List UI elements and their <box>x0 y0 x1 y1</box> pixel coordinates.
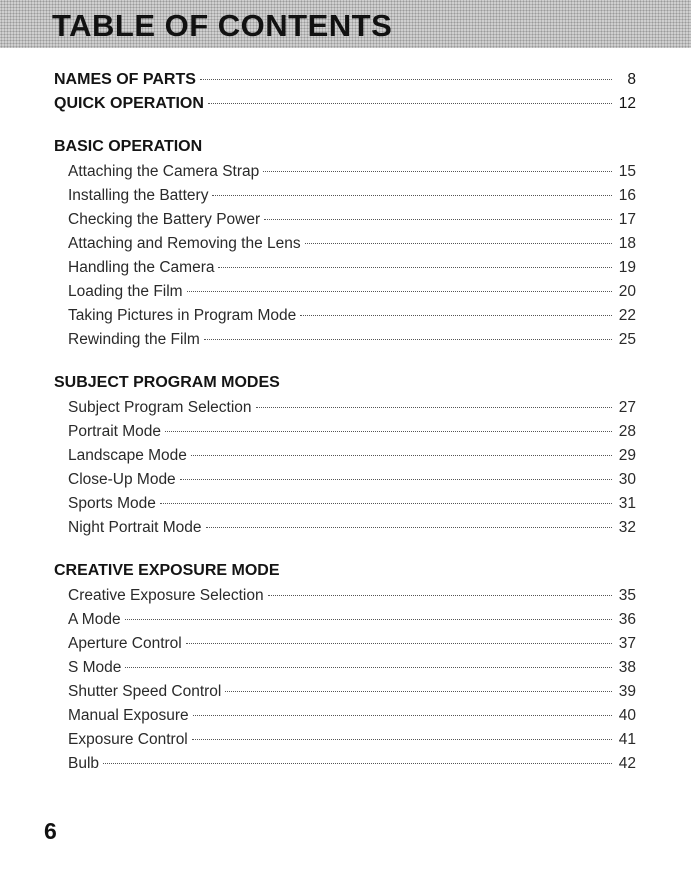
toc-entry-label: NAMES OF PARTS <box>54 71 196 88</box>
dot-leader <box>204 339 612 340</box>
dot-leader <box>200 79 612 80</box>
section-heading[interactable]: SUBJECT PROGRAM MODES <box>54 374 280 391</box>
toc-entry-page: 27 <box>618 399 636 416</box>
section-creative-exposure-mode <box>54 558 636 776</box>
toc-entry-label: Handling the Camera <box>68 259 215 276</box>
toc-entry-page: 42 <box>618 755 636 772</box>
page-title: TABLE OF CONTENTS <box>52 8 393 43</box>
toc-entry[interactable] <box>54 704 636 728</box>
toc-entry[interactable] <box>54 160 636 184</box>
toc-entry-label: Loading the Film <box>68 283 183 300</box>
dot-leader <box>103 763 612 764</box>
toc-entry-label: Aperture Control <box>68 635 182 652</box>
toc-entry-quick-operation[interactable] <box>54 92 636 116</box>
toc-entry[interactable] <box>54 516 636 540</box>
toc-entry-label: Bulb <box>68 755 100 772</box>
toc-entry-label: Portrait Mode <box>68 423 162 440</box>
toc-entry-page: 17 <box>618 211 636 228</box>
toc-entry-page: 19 <box>618 259 636 276</box>
table-of-contents <box>54 68 636 776</box>
toc-entry[interactable] <box>54 232 636 256</box>
toc-entry-label: Attaching the Camera Strap <box>68 163 260 180</box>
toc-entry-label: Rewinding the Film <box>68 331 200 348</box>
toc-entry[interactable] <box>54 184 636 208</box>
toc-entry[interactable] <box>54 680 636 704</box>
toc-entry[interactable] <box>54 752 636 776</box>
dot-leader <box>186 643 612 644</box>
toc-entry-label: Night Portrait Mode <box>68 519 202 536</box>
toc-entry[interactable] <box>54 328 636 352</box>
toc-entry-label: Subject Program Selection <box>68 399 252 416</box>
toc-entry-page: 8 <box>627 71 636 88</box>
toc-entry-page: 32 <box>618 519 636 536</box>
toc-entry-label: S Mode <box>68 659 122 676</box>
toc-entry[interactable] <box>54 468 636 492</box>
toc-entry-page: 16 <box>618 187 636 204</box>
dot-leader <box>125 619 612 620</box>
toc-entry-page: 38 <box>618 659 636 676</box>
toc-entry-label: Sports Mode <box>68 495 156 512</box>
toc-entry-page: 30 <box>618 471 636 488</box>
toc-entry[interactable] <box>54 656 636 680</box>
section-subject-program-modes <box>54 370 636 540</box>
toc-entry-page: 36 <box>618 611 636 628</box>
toc-entry-page: 35 <box>618 587 636 604</box>
section-basic-operation <box>54 134 636 352</box>
toc-entry-page: 39 <box>618 683 636 700</box>
dot-leader <box>218 267 612 268</box>
dot-leader <box>208 103 612 104</box>
toc-entry[interactable] <box>54 584 636 608</box>
toc-entry-label: Checking the Battery Power <box>68 211 261 228</box>
dot-leader <box>187 291 612 292</box>
toc-entry-page: 28 <box>618 423 636 440</box>
toc-entry-page: 41 <box>618 731 636 748</box>
toc-entry-page: 25 <box>618 331 636 348</box>
dot-leader <box>212 195 612 196</box>
toc-entry-label: Installing the Battery <box>68 187 209 204</box>
toc-entry-label: Landscape Mode <box>68 447 187 464</box>
toc-entry-label: Manual Exposure <box>68 707 189 724</box>
toc-entry-label: Shutter Speed Control <box>68 683 222 700</box>
toc-entry-page: 37 <box>618 635 636 652</box>
dot-leader <box>193 715 612 716</box>
dot-leader <box>268 595 612 596</box>
toc-entry[interactable] <box>54 396 636 420</box>
dot-leader <box>264 219 612 220</box>
dot-leader <box>263 171 612 172</box>
toc-entry-page: 40 <box>618 707 636 724</box>
section-heading[interactable]: CREATIVE EXPOSURE MODE <box>54 562 280 579</box>
dot-leader <box>125 667 612 668</box>
dot-leader <box>300 315 612 316</box>
toc-entry-page: 20 <box>618 283 636 300</box>
dot-leader <box>256 407 612 408</box>
dot-leader <box>192 739 612 740</box>
toc-entry-page: 18 <box>618 235 636 252</box>
toc-entry[interactable] <box>54 444 636 468</box>
dot-leader <box>305 243 612 244</box>
dot-leader <box>180 479 612 480</box>
toc-entry-label: A Mode <box>68 611 121 628</box>
toc-entry-page: 31 <box>618 495 636 512</box>
toc-entry[interactable] <box>54 256 636 280</box>
section-heading[interactable]: BASIC OPERATION <box>54 138 203 155</box>
dot-leader <box>165 431 612 432</box>
toc-entry[interactable] <box>54 632 636 656</box>
toc-entry-label: Creative Exposure Selection <box>68 587 264 604</box>
toc-entry-page: 15 <box>618 163 636 180</box>
toc-entry-label: Exposure Control <box>68 731 188 748</box>
toc-entry-page: 29 <box>618 447 636 464</box>
toc-entry-names-of-parts[interactable] <box>54 68 636 92</box>
dot-leader <box>160 503 612 504</box>
dot-leader <box>206 527 612 528</box>
toc-entry[interactable] <box>54 728 636 752</box>
toc-entry[interactable] <box>54 420 636 444</box>
toc-entry-label: Attaching and Removing the Lens <box>68 235 301 252</box>
toc-entry[interactable] <box>54 492 636 516</box>
page-number: 6 <box>44 818 57 844</box>
dot-leader <box>225 691 612 692</box>
dot-leader <box>191 455 612 456</box>
toc-entry[interactable] <box>54 280 636 304</box>
toc-entry[interactable] <box>54 608 636 632</box>
toc-entry-page: 12 <box>618 95 636 112</box>
toc-entry-page: 22 <box>618 307 636 324</box>
toc-entry[interactable] <box>54 208 636 232</box>
toc-entry-label: QUICK OPERATION <box>54 95 204 112</box>
toc-entry[interactable] <box>54 304 636 328</box>
toc-entry-label: Close-Up Mode <box>68 471 176 488</box>
toc-entry-label: Taking Pictures in Program Mode <box>68 307 297 324</box>
